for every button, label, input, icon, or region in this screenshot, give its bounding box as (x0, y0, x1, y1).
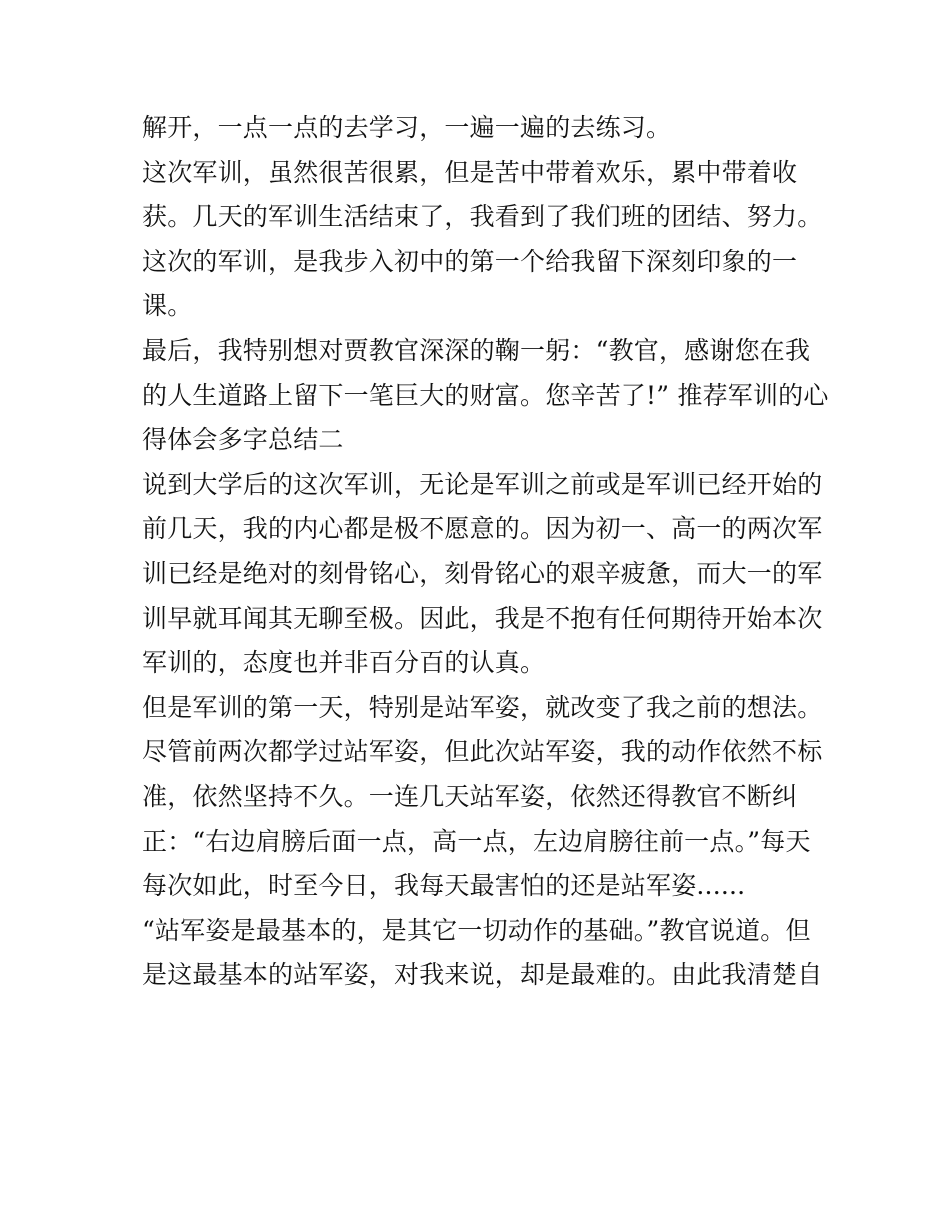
text-line: 军训的，态度也并非百分百的认真。 (142, 648, 546, 678)
text-line: 课。 (142, 291, 193, 321)
text-line: 说到大学后的这次军训，无论是军训之前或是军训已经开始的 (142, 469, 823, 499)
text-line: 训早就耳闻其无聊至极。因此，我是不抱有任何期待开始本次 (142, 603, 823, 633)
text-line: 正：“右边肩膀后面一点，高一点，左边肩膀往前一点。”每天 (142, 826, 811, 856)
text-line: 获。几天的军训生活结束了，我看到了我们班的团结、努力。 (142, 202, 823, 232)
text-line: 但是军训的第一天，特别是站军姿，就改变了我之前的想法。 (142, 692, 823, 722)
text-line: 训已经是绝对的刻骨铭心，刻骨铭心的艰辛疲惫，而大一的军 (142, 558, 823, 588)
text-line: 前几天，我的内心都是极不愿意的。因为初一、高一的两次军 (142, 514, 823, 544)
text-line: 准，依然坚持不久。一连几天站军姿，依然还得教官不断纠 (142, 781, 798, 811)
text-line: 这次军训，虽然很苦很累，但是苦中带着欢乐，累中带着收 (142, 157, 798, 187)
text-line: 最后，我特别想对贾教官深深的鞠一躬：“教官，感谢您在我 (142, 335, 811, 365)
text-line: 这次的军训，是我步入初中的第一个给我留下深刻印象的一 (142, 246, 798, 276)
text-line: 的人生道路上留下一笔巨大的财富。您辛苦了!” 推荐军训的心 (142, 380, 829, 410)
document-body (142, 106, 829, 998)
text-line: 每次如此，时至今日，我每天最害怕的还是站军姿...... (142, 871, 746, 901)
text-line: 得体会多字总结二 (142, 425, 344, 455)
text-line: 解开，一点一点的去学习，一遍一遍的去练习。 (142, 113, 672, 142)
text-line: 是这最基本的站军姿，对我来说，却是最难的。由此我清楚自 (142, 960, 823, 990)
text-line: “站军姿是最基本的，是其它一切动作的基础。”教官说道。但 (142, 915, 811, 945)
text-line: 尽管前两次都学过站军姿，但此次站军姿，我的动作依然不标 (142, 737, 823, 767)
